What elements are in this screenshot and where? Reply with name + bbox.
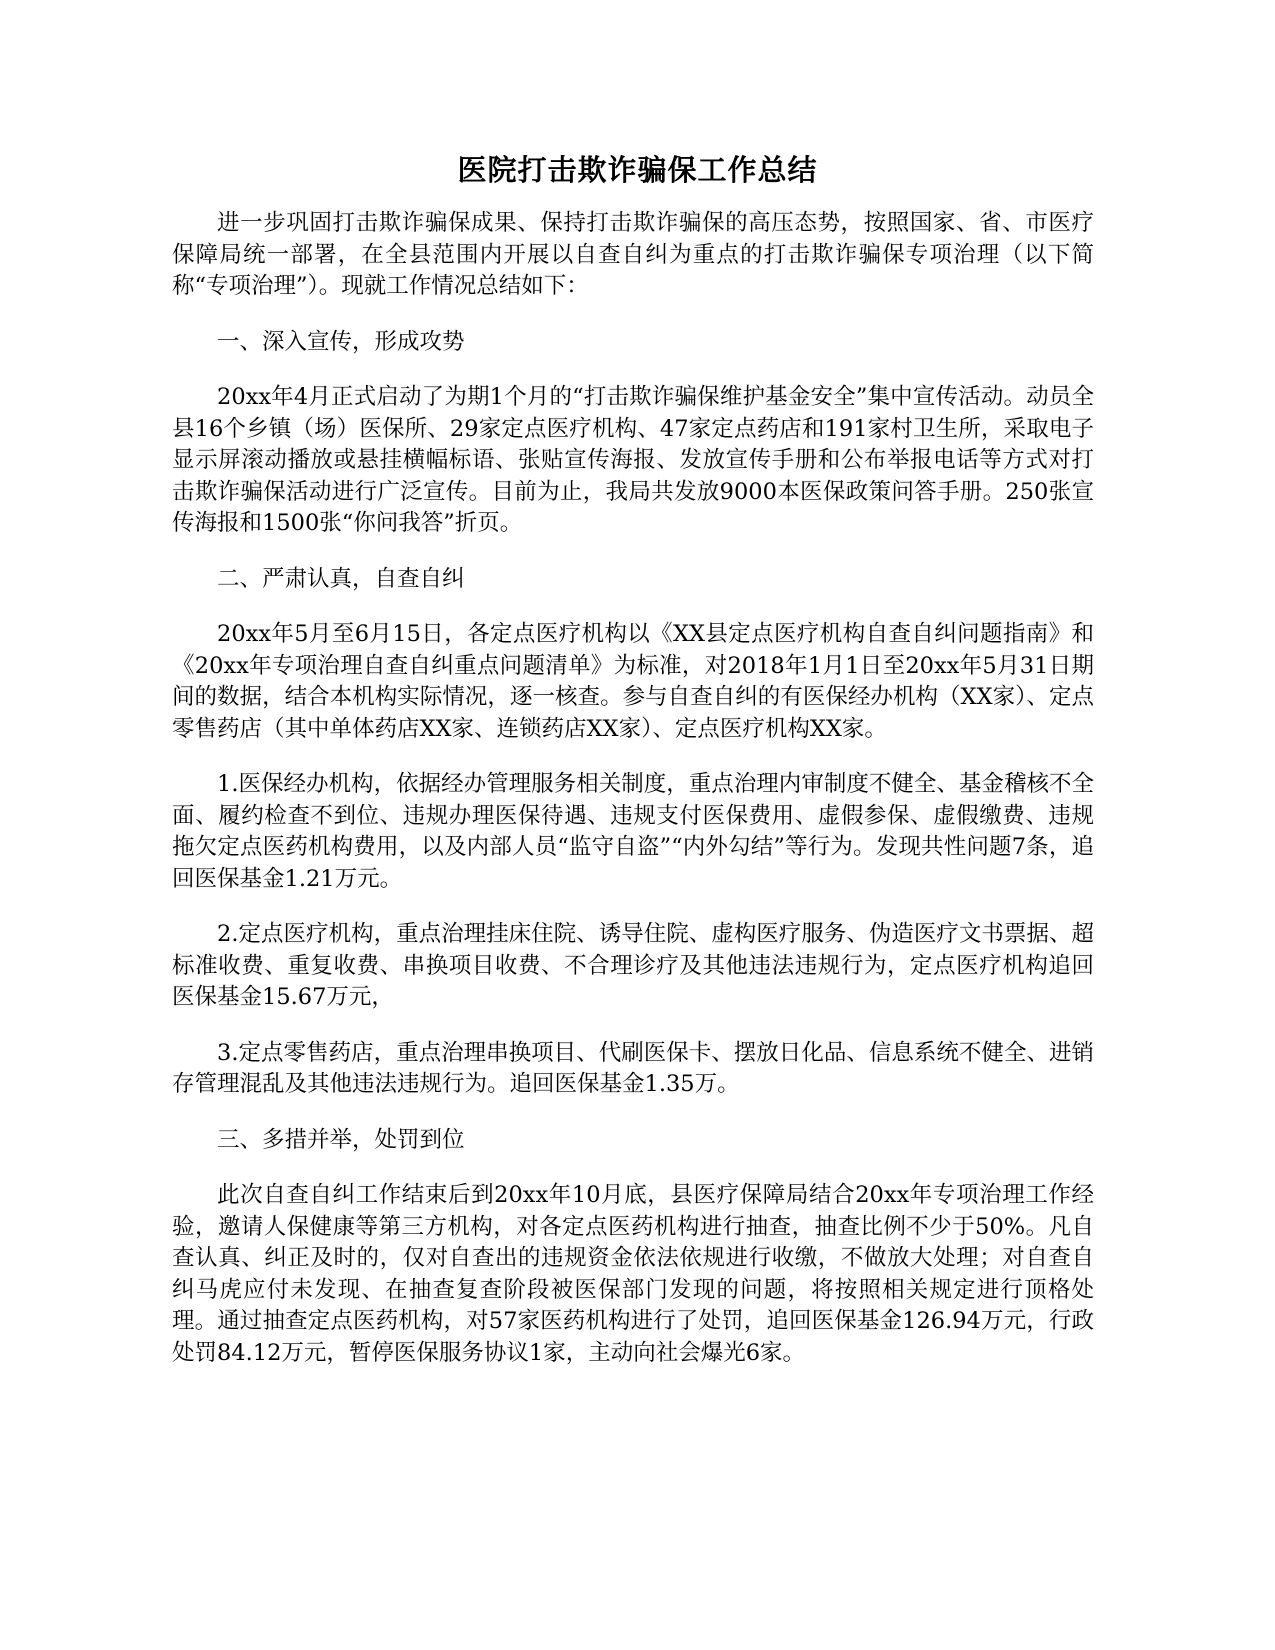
section-2-item-3: 3.定点零售药店，重点治理串换项目、代刷医保卡、摆放日化品、信息系统不健全、进销存管理混乱及其他违法违规行为。追回医保基金1.35万。 [172,1039,1094,1097]
section-2-item-1: 1.医保经办机构，依据经办管理服务相关制度，重点治理内审制度不健全、基金稽核不全面、履约检查不到位、违规办理医保待遇、违规支付医保费用、虚假参保、虚假缴费、违规拖欠定点医药机构费用，以及内部人员“监守自盗”“内外勾结”等行为。发现共性问题7条，追回医保基金1.21万元。 [172,771,1094,892]
section-1-paragraph: 20xx年4月正式启动了为期1个月的“打击欺诈骗保维护基金安全”集中宣传活动。动员全县16个乡镇（场）医保所、29家定点医疗机构、47家定点药店和191家村卫生所，采取电子显示屏滚动播放或悬挂横幅标语、张贴宣传海报、发放宣传手册和公布举报电话等方式对打击欺诈骗保活动进行广泛宣传。目前为止，我局共发放9000本医保政策问答手册。250张宣传海报和1500张“你问我答”折页。 [172,384,1094,536]
section-3-paragraph: 此次自查自纠工作结束后到20xx年10月底，县医疗保障局结合20xx年专项治理工作经验，邀请人保健康等第三方机构，对各定点医药机构进行抽查，抽查比例不少于50%。凡自查认真、纠正及时的，仅对自查出的违规资金依法依规进行收缴，不做放大处理；对自查自纠马虎应付未发现、在抽查复查阶段被医保部门发现的问题，将按照相关规定进行顶格处理。通过抽查定点医药机构，对57家医药机构进行了处罚，追回医保基金126.94万元，行政处罚84.12万元，暂停医保服务协议1家，主动向社会爆光6家。 [172,1182,1094,1366]
section-heading-2: 二、严肃认真，自查自纠 [217,565,465,592]
document-body [172,208,1094,1393]
section-2-paragraph: 20xx年5月至6月15日，各定点医疗机构以《XX县定点医疗机构自查自纠问题指南》和《20xx年专项治理自查自纠重点问题清单》为标准，对2018年1月1日至20xx年5月31日期间的数据，结合本机构实际情况，逐一核查。参与自查自纠的有医保经办机构（XX家）、定点零售药店（其中单体药店XX家、连锁药店XX家）、定点医疗机构XX家。 [172,621,1094,742]
section-heading-3: 三、多措并举，处罚到位 [217,1126,465,1153]
section-2-item-2: 2.定点医疗机构，重点治理挂床住院、诱导住院、虚构医疗服务、伪造医疗文书票据、超标准收费、重复收费、串换项目收费、不合理诊疗及其他违法违规行为，定点医疗机构追回医保基金15.67万元， [172,921,1094,1010]
section-heading-1: 一、深入宣传，形成攻势 [217,328,465,355]
document-title: 医院打击欺诈骗保工作总结 [457,153,818,187]
intro-paragraph: 进一步巩固打击欺诈骗保成果、保持打击欺诈骗保的高压态势，按照国家、省、市医疗保障局统一部署，在全县范围内开展以自查自纠为重点的打击欺诈骗保专项治理（以下简称“专项治理”）。现就工作情况总结如下： [172,210,1094,299]
